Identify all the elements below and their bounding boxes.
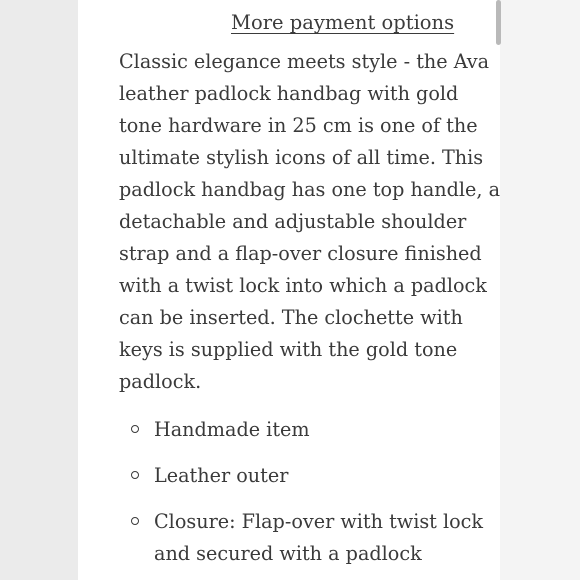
description-line: detachable and adjustable shoulder [119, 210, 467, 233]
feature-item [119, 506, 484, 570]
description-line: with a twist lock into which a padlock [119, 274, 487, 297]
scrollbar[interactable] [496, 0, 501, 45]
circle-bullet-icon [131, 517, 139, 525]
description-line: ultimate stylish icons of all time. This [119, 146, 484, 169]
feature-item [119, 460, 479, 492]
description-line: leather padlock handbag with gold [119, 82, 459, 105]
description-line: tone hardware in 25 cm is one of the [119, 114, 478, 137]
description-line: strap and a flap-over closure finished [119, 242, 482, 265]
feature-text: Leather outer [154, 464, 289, 487]
description-line: Classic elegance meets style - the Ava [119, 50, 490, 73]
circle-bullet-icon [131, 425, 139, 433]
feature-list [119, 414, 484, 570]
right-gutter [500, 0, 580, 580]
circle-bullet-icon [131, 471, 139, 479]
description-line: keys is supplied with the gold tone [119, 338, 458, 361]
description-line: can be inserted. The clochette with [119, 306, 463, 329]
more-payment-options-link[interactable]: More payment options [231, 11, 455, 34]
description-line: padlock handbag has one top handle, a [119, 178, 501, 201]
feature-item [119, 414, 479, 446]
feature-text: and secured with a padlock [154, 542, 422, 565]
description-line: padlock. [119, 370, 202, 393]
feature-text: Handmade item [154, 418, 310, 441]
feature-text: Closure: Flap-over with twist lock [154, 510, 484, 533]
product-description [119, 46, 501, 398]
